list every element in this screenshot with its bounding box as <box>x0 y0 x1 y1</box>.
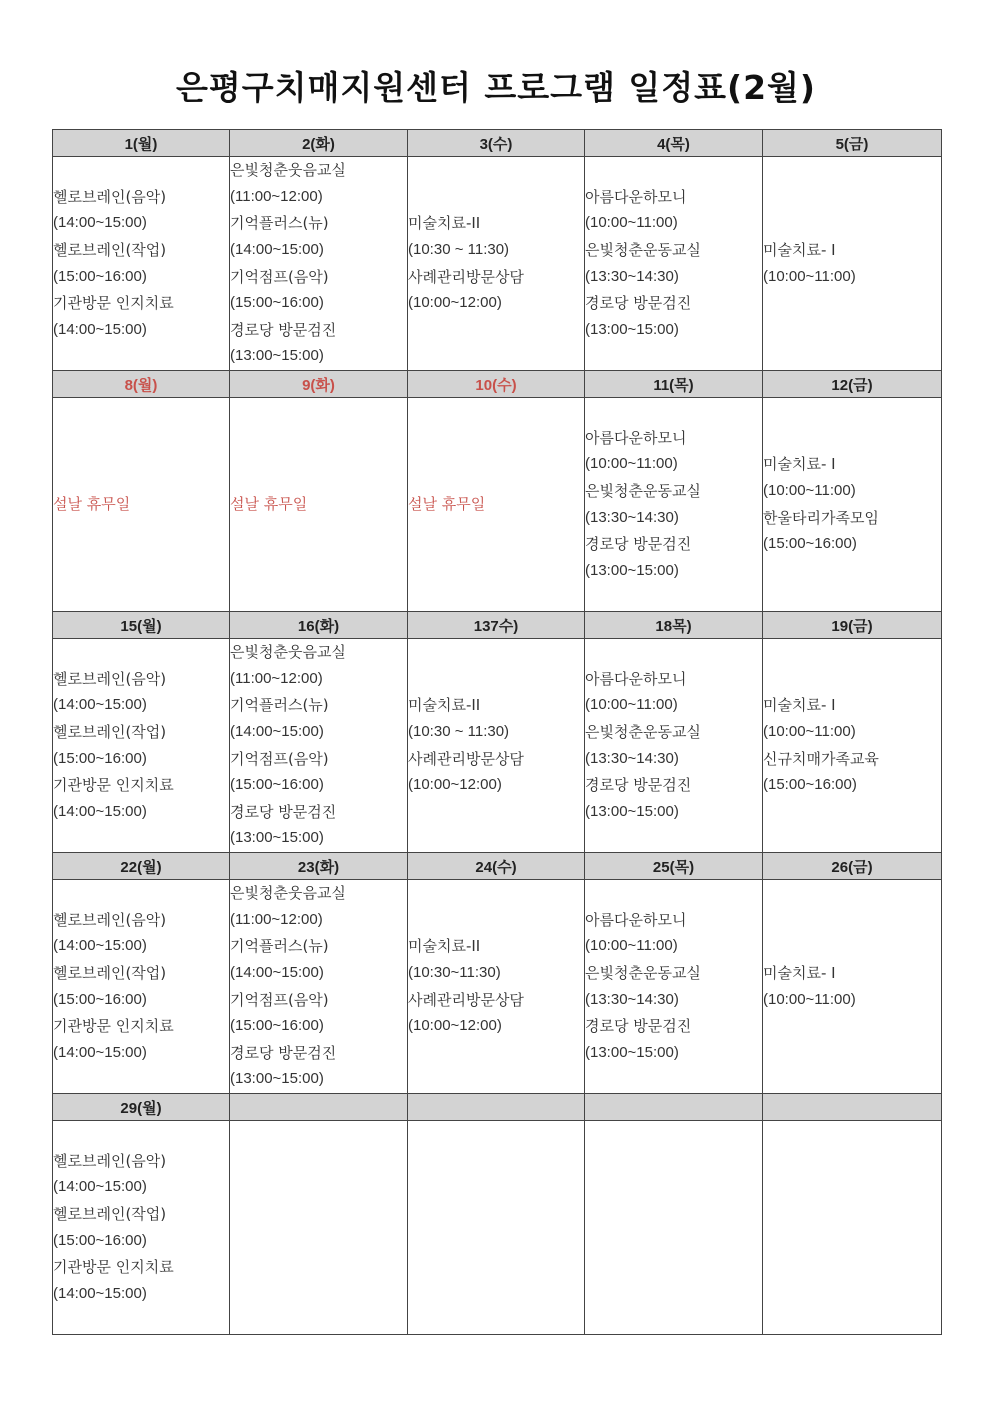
day-header: 26(금) <box>763 853 942 880</box>
day-header: 11(목) <box>585 371 763 398</box>
event-name: 기관방문 인지치료 <box>53 1017 174 1036</box>
event-name: 기관방문 인지치료 <box>53 776 174 795</box>
day-header <box>408 1094 585 1121</box>
event-time: (13:30~14:30) <box>585 508 679 526</box>
day-cell <box>763 157 942 371</box>
day-cell <box>230 1121 408 1335</box>
day-header: 19(금) <box>763 612 942 639</box>
event-name: 기억플러스(뉴) <box>230 696 329 715</box>
event-name: 경로당 방문검진 <box>585 1017 692 1036</box>
day-cell <box>763 398 942 612</box>
event-name: 아름다운하모니 <box>585 669 687 688</box>
event-name: 기관방문 인지치료 <box>53 294 174 313</box>
day-cell <box>763 880 942 1094</box>
event-name: 은빛청춘운동교실 <box>585 481 701 500</box>
day-header: 10(수) <box>408 371 585 398</box>
event-name: 은빛청춘운동교실 <box>585 240 701 259</box>
event-time: (10:00~11:00) <box>585 937 678 955</box>
event-name: 미술치료-II <box>408 937 481 956</box>
event-name: 헬로브레인(음악) <box>53 1151 167 1170</box>
day-cell <box>408 1121 585 1335</box>
event-name: 경로당 방문검진 <box>585 535 692 554</box>
event-time: (14:00~15:00) <box>230 963 324 981</box>
day-header: 9(화) <box>230 371 408 398</box>
event-time: (13:00~15:00) <box>585 320 679 338</box>
event-name: 헬로브레인(음악) <box>53 910 167 929</box>
event-time: (10:00~12:00) <box>408 1017 502 1035</box>
event-time: (14:00~15:00) <box>230 722 324 740</box>
event-name: 아름다운하모니 <box>585 910 687 929</box>
event-time: (15:00~16:00) <box>53 1231 147 1249</box>
day-cell <box>408 639 585 853</box>
event-time: (10:00~11:00) <box>585 214 678 232</box>
day-cell <box>230 157 408 371</box>
day-cell <box>53 639 230 853</box>
event-name: 헬로브레인(작업) <box>53 722 167 741</box>
day-cell <box>53 398 230 612</box>
day-header: 24(수) <box>408 853 585 880</box>
week-header-row <box>53 612 942 639</box>
week-content-row <box>53 880 942 1094</box>
event-time: (10:00~11:00) <box>763 481 856 499</box>
day-header: 18목) <box>585 612 763 639</box>
event-name: 신규치매가족교육 <box>763 749 879 768</box>
day-cell <box>763 639 942 853</box>
day-header: 22(월) <box>53 853 230 880</box>
schedule-table <box>52 129 942 1335</box>
day-header: 25(목) <box>585 853 763 880</box>
holiday-label: 설날 휴무일 <box>53 495 131 514</box>
event-time: (14:00~15:00) <box>53 1178 147 1196</box>
day-header: 23(화) <box>230 853 408 880</box>
event-name: 경로당 방문검진 <box>585 776 692 795</box>
event-name: 아름다운하모니 <box>585 428 687 447</box>
event-name: 경로당 방문검진 <box>230 320 337 339</box>
event-time: (13:00~15:00) <box>230 829 324 847</box>
event-time: (14:00~15:00) <box>53 802 147 820</box>
event-name: 경로당 방문검진 <box>230 802 337 821</box>
event-name: 사례관리방문상담 <box>408 267 524 286</box>
day-header: 1(월) <box>53 130 230 157</box>
day-header: 15(월) <box>53 612 230 639</box>
event-name: 헬로브레인(음악) <box>53 669 167 688</box>
event-time: (15:00~16:00) <box>230 294 324 312</box>
week-header-row <box>53 853 942 880</box>
day-header: 137수) <box>408 612 585 639</box>
event-name: 미술치료- I <box>763 696 836 715</box>
event-time: (14:00~15:00) <box>53 937 147 955</box>
week-header-row <box>53 371 942 398</box>
day-header: 2(화) <box>230 130 408 157</box>
event-name: 은빛청춘운동교실 <box>585 722 701 741</box>
week-content-row <box>53 398 942 612</box>
event-time: (14:00~15:00) <box>230 240 324 258</box>
day-cell <box>408 157 585 371</box>
day-header <box>230 1094 408 1121</box>
event-time: (13:00~15:00) <box>585 1043 679 1061</box>
day-cell <box>53 880 230 1094</box>
event-time: (10:30 ~ 11:30) <box>408 240 510 258</box>
holiday-label: 설날 휴무일 <box>230 495 308 514</box>
event-time: (15:00~16:00) <box>763 776 857 794</box>
event-time: (15:00~16:00) <box>53 990 147 1008</box>
day-header: 5(금) <box>763 130 942 157</box>
day-header: 8(월) <box>53 371 230 398</box>
day-cell <box>585 1121 763 1335</box>
week-content-row <box>53 1121 942 1335</box>
event-name: 기억점프(음악) <box>230 990 329 1009</box>
day-cell <box>585 639 763 853</box>
event-name: 아름다운하모니 <box>585 187 687 206</box>
event-time: (13:30~14:30) <box>585 267 679 285</box>
event-name: 기관방문 인지치료 <box>53 1258 174 1277</box>
schedule-body <box>53 130 942 1335</box>
event-time: (13:00~15:00) <box>585 802 679 820</box>
event-time: (13:00~15:00) <box>230 1070 324 1088</box>
event-name: 사례관리방문상담 <box>408 990 524 1009</box>
event-time: (10:00~11:00) <box>763 722 856 740</box>
day-cell <box>230 398 408 612</box>
event-name: 한울타리가족모임 <box>763 508 879 527</box>
event-time: (13:00~15:00) <box>230 347 324 365</box>
week-header-row <box>53 1094 942 1121</box>
event-time: (10:30 ~ 11:30) <box>408 722 510 740</box>
event-time: (14:00~15:00) <box>53 1284 147 1302</box>
event-time: (14:00~15:00) <box>53 214 147 232</box>
event-time: (10:30~11:30) <box>408 963 501 981</box>
event-time: (10:00~11:00) <box>585 455 678 473</box>
event-name: 미술치료- I <box>763 240 836 259</box>
event-name: 헬로브레인(작업) <box>53 963 167 982</box>
event-time: (13:30~14:30) <box>585 749 679 767</box>
event-time: (15:00~16:00) <box>763 535 857 553</box>
event-time: (11:00~12:00) <box>230 187 323 205</box>
event-time: (13:00~15:00) <box>585 561 679 579</box>
event-time: (14:00~15:00) <box>53 320 147 338</box>
week-content-row <box>53 157 942 371</box>
day-header: 12(금) <box>763 371 942 398</box>
event-name: 헬로브레인(작업) <box>53 1204 167 1223</box>
event-name: 은빛청춘웃음교실 <box>230 161 346 180</box>
event-name: 미술치료-II <box>408 214 481 233</box>
event-time: (14:00~15:00) <box>53 1043 147 1061</box>
event-time: (13:30~14:30) <box>585 990 679 1008</box>
event-name: 사례관리방문상담 <box>408 749 524 768</box>
event-name: 경로당 방문검진 <box>230 1043 337 1062</box>
event-time: (10:00~11:00) <box>585 696 678 714</box>
day-cell <box>230 639 408 853</box>
event-name: 미술치료- I <box>763 455 836 474</box>
event-name: 헬로브레인(작업) <box>53 240 167 259</box>
event-time: (14:00~15:00) <box>53 696 147 714</box>
holiday-label: 설날 휴무일 <box>408 495 486 514</box>
event-time: (10:00~12:00) <box>408 294 502 312</box>
event-name: 기억플러스(뉴) <box>230 937 329 956</box>
day-header: 4(목) <box>585 130 763 157</box>
event-name: 헬로브레인(음악) <box>53 187 167 206</box>
event-time: (15:00~16:00) <box>230 1017 324 1035</box>
event-time: (10:00~11:00) <box>763 990 856 1008</box>
week-content-row <box>53 639 942 853</box>
day-header: 16(화) <box>230 612 408 639</box>
event-time: (15:00~16:00) <box>53 267 147 285</box>
day-cell <box>53 1121 230 1335</box>
event-name: 기억점프(음악) <box>230 749 329 768</box>
event-time: (10:00~12:00) <box>408 776 502 794</box>
event-time: (15:00~16:00) <box>53 749 147 767</box>
day-header <box>585 1094 763 1121</box>
day-header <box>763 1094 942 1121</box>
event-name: 기억점프(음악) <box>230 267 329 286</box>
day-cell <box>585 880 763 1094</box>
week-header-row <box>53 130 942 157</box>
day-cell <box>53 157 230 371</box>
event-name: 경로당 방문검진 <box>585 294 692 313</box>
day-cell <box>585 157 763 371</box>
day-cell <box>408 880 585 1094</box>
day-header: 3(수) <box>408 130 585 157</box>
event-time: (15:00~16:00) <box>230 776 324 794</box>
event-name: 은빛청춘웃음교실 <box>230 643 346 662</box>
event-name: 미술치료-II <box>408 696 481 715</box>
day-header: 29(월) <box>53 1094 230 1121</box>
event-time: (11:00~12:00) <box>230 910 323 928</box>
event-time: (11:00~12:00) <box>230 669 323 687</box>
day-cell <box>408 398 585 612</box>
day-cell <box>763 1121 942 1335</box>
event-name: 미술치료- I <box>763 963 836 982</box>
day-cell <box>230 880 408 1094</box>
page-title: 은평구치매지원센터 프로그램 일정표(2월) <box>175 68 817 107</box>
event-name: 기억플러스(뉴) <box>230 214 329 233</box>
event-name: 은빛청춘운동교실 <box>585 963 701 982</box>
event-name: 은빛청춘웃음교실 <box>230 884 346 903</box>
day-cell <box>585 398 763 612</box>
event-time: (10:00~11:00) <box>763 267 856 285</box>
